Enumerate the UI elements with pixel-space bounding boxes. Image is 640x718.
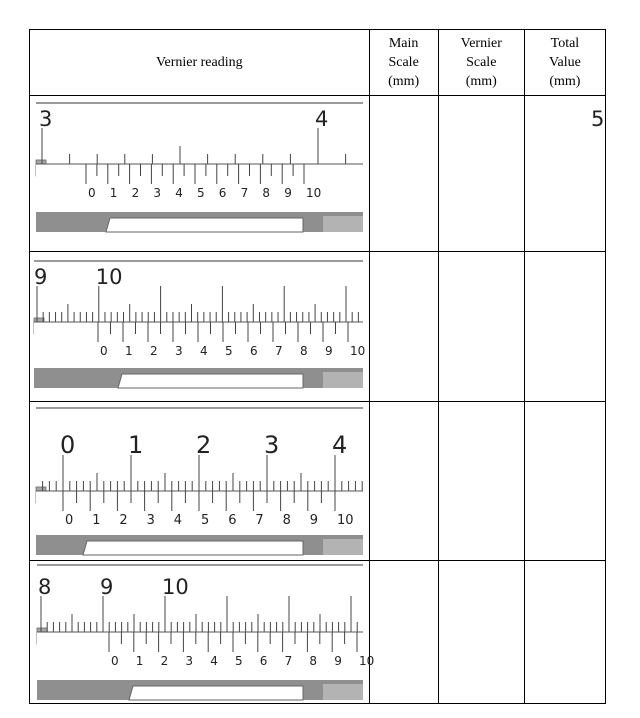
- vernier-label: 2: [131, 186, 140, 201]
- vernier-label: 6: [250, 343, 258, 358]
- vernier-label: 2: [150, 343, 158, 358]
- vernier-label: 8: [309, 653, 318, 668]
- main-scale-label: 5: [591, 107, 605, 132]
- vernier-label: 3: [185, 653, 194, 668]
- vernier-label: 10: [306, 186, 322, 201]
- vernier-label: 8: [282, 513, 291, 529]
- vernier-label: 7: [284, 653, 293, 668]
- main-scale-answer[interactable]: [369, 560, 438, 703]
- vernier-label: 10: [359, 653, 375, 668]
- main-scale-answer[interactable]: [369, 251, 438, 401]
- vernier-image-cell: [30, 402, 370, 560]
- main-scale-label: 4: [332, 431, 348, 460]
- main-scale-beam: [36, 102, 363, 164]
- caliper-end-block: [323, 372, 363, 388]
- main-scale-beam: [37, 564, 363, 632]
- vernier-label: 8: [262, 186, 271, 201]
- vernier-label: 9: [284, 186, 292, 201]
- vernier-label: 10: [350, 343, 366, 358]
- caliper-end-block: [323, 684, 363, 700]
- main-scale-label: 10: [162, 574, 189, 599]
- caliper-window: [129, 686, 303, 700]
- main-scale-label: 10: [95, 264, 123, 289]
- vernier-worksheet: [29, 29, 606, 704]
- vernier-image-cell: [30, 251, 370, 401]
- vernier-label: 7: [240, 186, 249, 201]
- caliper-window: [106, 218, 303, 232]
- vernier-label: 3: [153, 186, 162, 201]
- total-value-answer[interactable]: [524, 560, 605, 703]
- header-vernier-reading: Vernier reading: [30, 30, 370, 96]
- vernier-label: 10: [337, 513, 354, 529]
- vernier-label: 8: [300, 343, 308, 358]
- vernier-scale-answer[interactable]: [438, 402, 524, 560]
- vernier-image-cell: [30, 96, 605, 251]
- total-value-answer[interactable]: [524, 402, 605, 560]
- vernier-scale-answer[interactable]: [438, 96, 524, 251]
- vernier-label: 5: [197, 186, 205, 201]
- vernier-label: 4: [173, 513, 183, 529]
- caliper-end-block: [323, 216, 363, 232]
- vernier-caliper-drawing: [36, 407, 363, 555]
- vernier-label: 3: [175, 343, 183, 358]
- vernier-label: 9: [334, 653, 342, 668]
- table-row: [30, 402, 606, 560]
- vernier-caliper-drawing: [34, 260, 366, 388]
- vernier-label: 6: [218, 186, 227, 201]
- caliper-window: [118, 374, 303, 388]
- header-main-scale: Main Scale (mm): [369, 30, 438, 96]
- main-scale-answer[interactable]: [369, 402, 438, 560]
- main-scale-label: 9: [100, 574, 114, 599]
- vernier-label: 1: [125, 343, 133, 358]
- table-row: [30, 251, 606, 401]
- vernier-label: 4: [200, 343, 208, 358]
- vernier-label: 1: [109, 186, 118, 201]
- main-scale-label: 4: [315, 107, 329, 132]
- vernier-caliper-drawing: [37, 564, 375, 700]
- vernier-label: 7: [275, 343, 283, 358]
- caliper-window: [83, 541, 303, 555]
- caliper-end-block: [323, 539, 363, 555]
- vernier-label: 4: [210, 653, 218, 668]
- vernier-label: 0: [88, 186, 96, 201]
- table-row: [30, 96, 606, 251]
- main-scale-label: 9: [34, 264, 48, 289]
- vernier-label: 0: [100, 343, 108, 358]
- table-row: [30, 560, 606, 703]
- vernier-label: 1: [135, 653, 144, 668]
- vernier-scale-answer[interactable]: [438, 560, 524, 703]
- vernier-caliper-drawing: [36, 102, 605, 232]
- vernier-label: 6: [228, 513, 237, 529]
- vernier-label: 4: [175, 186, 183, 201]
- vernier-label: 0: [111, 653, 119, 668]
- main-scale-answer[interactable]: [369, 96, 438, 251]
- vernier-label: 9: [325, 343, 333, 358]
- main-scale-label: 3: [264, 431, 280, 460]
- vernier-label: 5: [201, 513, 210, 529]
- vernier-label: 0: [65, 513, 74, 529]
- vernier-scale-answer[interactable]: [438, 251, 524, 401]
- vernier-label: 5: [235, 653, 243, 668]
- main-scale-label: 2: [196, 431, 212, 460]
- vernier-label: 2: [160, 653, 169, 668]
- main-scale-beam: [34, 260, 363, 322]
- vernier-label: 1: [92, 513, 101, 529]
- vernier-label: 7: [255, 513, 264, 529]
- vernier-reading-table: [29, 29, 606, 704]
- header-row: [30, 30, 606, 96]
- vernier-image-cell: [30, 560, 375, 703]
- main-scale-label: 8: [38, 574, 52, 599]
- header-total-value: Total Value (mm): [524, 30, 605, 96]
- vernier-label: 6: [259, 653, 268, 668]
- vernier-label: 9: [309, 513, 319, 529]
- total-value-answer[interactable]: [524, 251, 605, 401]
- main-scale-label: 0: [60, 431, 76, 460]
- header-vernier-scale: Vernier Scale (mm): [438, 30, 524, 96]
- vernier-label: 3: [146, 513, 155, 529]
- vernier-label: 5: [225, 343, 233, 358]
- main-scale-label: 3: [39, 107, 53, 132]
- main-scale-label: 1: [128, 431, 144, 460]
- vernier-label: 2: [119, 513, 128, 529]
